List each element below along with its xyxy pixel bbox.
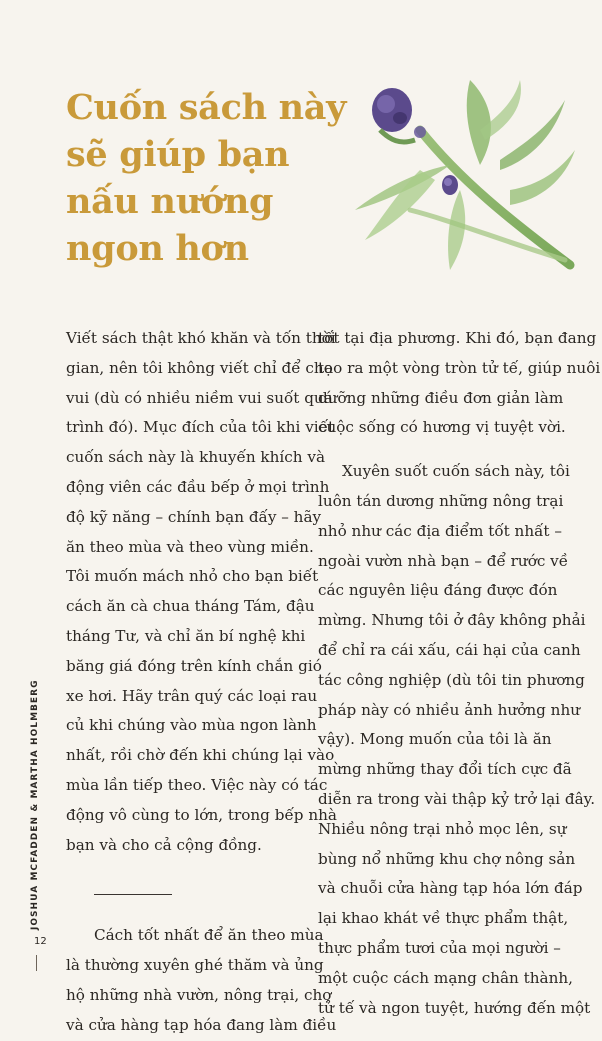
text-line: trình đó). Mục đích của tôi khi viết <box>66 418 335 437</box>
text-line: thực phẩm tươi của mọi người – <box>318 938 561 957</box>
text-line: băng giá đóng trên kính chắn gió <box>66 656 322 675</box>
text-line: nhất, rồi chờ đến khi chúng lại vào <box>66 746 335 765</box>
text-line: lại khao khát về thực phẩm thật, <box>318 909 569 928</box>
text-line: Viết sách thật khó khăn và tốn thời <box>66 329 336 347</box>
text-line: mừng những thay đổi tích cực đã <box>318 760 572 779</box>
text-line: vui (dù có nhiều niềm vui suốt quá <box>66 388 333 407</box>
running-header: JOSHUA MCFADDEN & MARTHA HOLMBERG <box>30 679 40 930</box>
artichoke-illustration <box>350 70 580 285</box>
text-line: củ khi chúng vào mùa ngon lành <box>66 716 317 735</box>
text-line: để chỉ ra cái xấu, cái hại của canh <box>318 640 581 659</box>
margin-rule <box>36 955 37 971</box>
text-line: và cửa hàng tạp hóa đang làm điều <box>66 1015 337 1034</box>
paragraph <box>66 324 337 860</box>
text-line: ngoài vườn nhà bạn – để rước về <box>318 551 569 570</box>
text-line: tốt tại địa phương. Khi đó, bạn đang <box>318 329 597 347</box>
text-line: tháng Tư, và chỉ ăn bí nghệ khi <box>66 626 306 645</box>
text-line: dưỡng những điều đơn giản làm <box>318 388 564 407</box>
text-line: mừng. Nhưng tôi ở đây không phải <box>318 611 586 630</box>
title-line: sẽ giúp bạn <box>66 134 290 175</box>
text-line: tạo ra một vòng tròn tử tế, giúp nuôi <box>318 358 601 377</box>
text-line: cách ăn cà chua tháng Tám, đậu <box>66 597 315 616</box>
text-line: cuốn sách này là khuyến khích và <box>66 448 326 467</box>
text-line: pháp này có nhiều ảnh hưởng như <box>318 700 581 719</box>
page-number: 12 <box>34 936 47 947</box>
title-line: nấu nướng <box>66 181 274 222</box>
text-line: độ kỹ năng – chính bạn đấy – hãy <box>66 507 322 526</box>
text-line: nhỏ như các địa điểm tốt nhất – <box>318 521 562 540</box>
text-line: bạn và cho cả cộng đồng. <box>66 835 262 854</box>
text-line: là thường xuyên ghé thăm và ủng <box>66 956 324 975</box>
text-line: xe hơi. Hãy trân quý các loại rau <box>66 686 318 705</box>
text-line: tác công nghiệp (dù tôi tin phương <box>318 670 585 689</box>
left-column <box>66 324 337 1041</box>
text-line: động vô cùng to lớn, trong bếp nhà <box>66 805 337 824</box>
title-line: Cuốn sách này <box>66 87 347 128</box>
text-line: một cuộc cách mạng chân thành, <box>318 968 573 987</box>
text-line: gian, nên tôi không viết chỉ để cho <box>66 358 333 377</box>
section-divider <box>94 894 172 895</box>
paragraph <box>318 324 601 443</box>
text-line: động viên các đầu bếp ở mọi trình <box>66 477 330 496</box>
text-line: tử tế và ngon tuyệt, hướng đến một <box>318 998 591 1017</box>
text-line: các nguyên liệu đáng được đón <box>318 581 558 600</box>
text-line: luôn tán dương những nông trại <box>318 491 564 510</box>
title-line: ngon hơn <box>66 228 249 269</box>
paragraph <box>66 921 337 1040</box>
text-line: Tôi muốn mách nhỏ cho bạn biết <box>66 567 319 586</box>
text-line: vậy). Mong muốn của tôi là ăn <box>318 730 552 749</box>
text-line: Nhiều nông trại nhỏ mọc lên, sự <box>318 819 567 838</box>
text-line: Xuyên suốt cuốn sách này, tôi <box>342 462 570 481</box>
chapter-title <box>66 84 356 272</box>
text-line: mùa lần tiếp theo. Việc này có tác <box>66 775 328 794</box>
text-line: bùng nổ những khu chợ nông sản <box>318 849 576 868</box>
text-line: hộ những nhà vườn, nông trại, chợ <box>66 985 332 1004</box>
text-line: diễn ra trong vài thập kỷ trở lại đây. <box>318 789 596 808</box>
paragraph-gap <box>318 443 558 457</box>
text-line: Cách tốt nhất để ăn theo mùa <box>94 926 324 945</box>
paragraph <box>318 457 596 1023</box>
right-column <box>318 324 601 1023</box>
text-line: ăn theo mùa và theo vùng miền. <box>66 537 314 556</box>
text-line: cuộc sống có hương vị tuyệt vời. <box>318 418 566 437</box>
text-line: và chuỗi cửa hàng tạp hóa lớn đáp <box>318 879 583 898</box>
